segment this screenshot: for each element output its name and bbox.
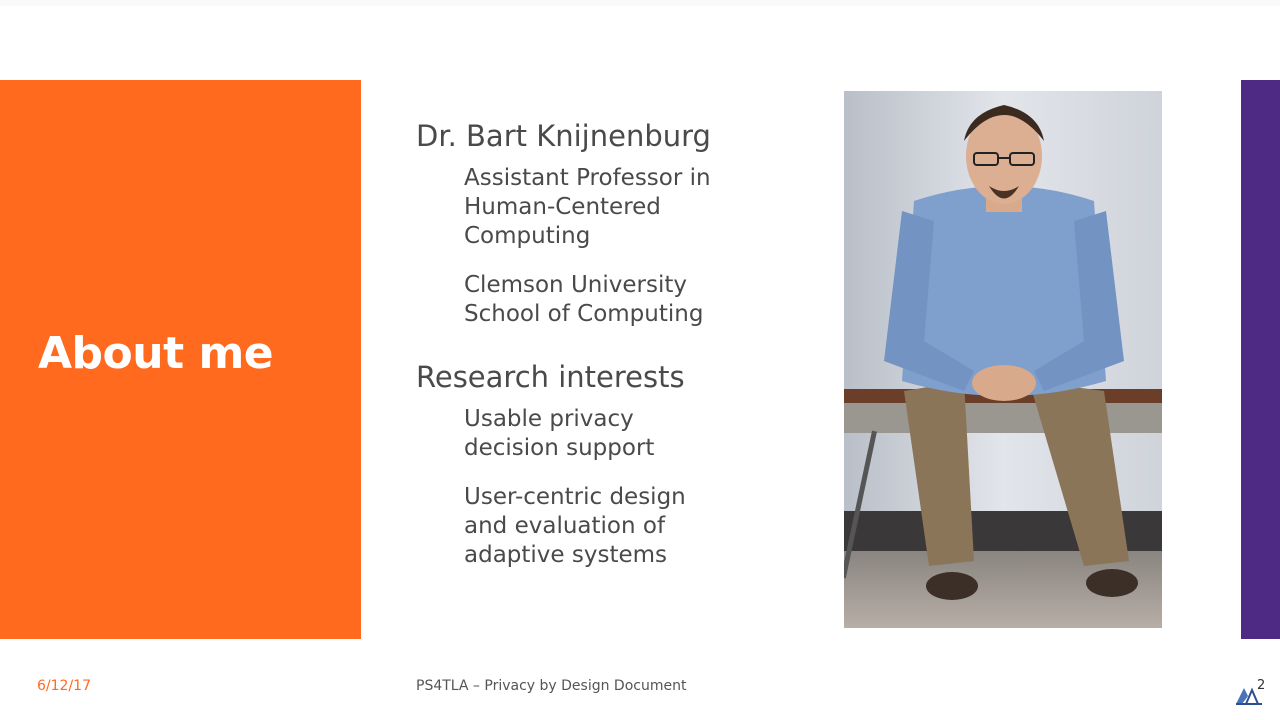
slide-title: About me (38, 328, 274, 379)
slide-content (416, 118, 816, 590)
accent-bar (1241, 80, 1280, 639)
heading-research-interests: Research interests (416, 360, 685, 394)
bullet-affiliation: Clemson University School of Computing (464, 272, 704, 327)
portrait-illustration (844, 91, 1162, 628)
bullet-position: Assistant Professor in Human-Centered Computing (464, 165, 711, 249)
top-edge-band (0, 0, 1280, 6)
footer-date: 6/12/17 (37, 678, 91, 694)
portrait-photo (844, 91, 1162, 628)
footer-title: PS4TLA – Privacy by Design Document (416, 678, 687, 694)
bullet-interest-adaptive: User-centric design and evaluation of adaptive systems (464, 484, 686, 568)
bullet-interest-privacy: Usable privacy decision support (464, 406, 655, 461)
page-number: 2 (1257, 678, 1266, 693)
heading-name: Dr. Bart Knijnenburg (416, 119, 711, 153)
